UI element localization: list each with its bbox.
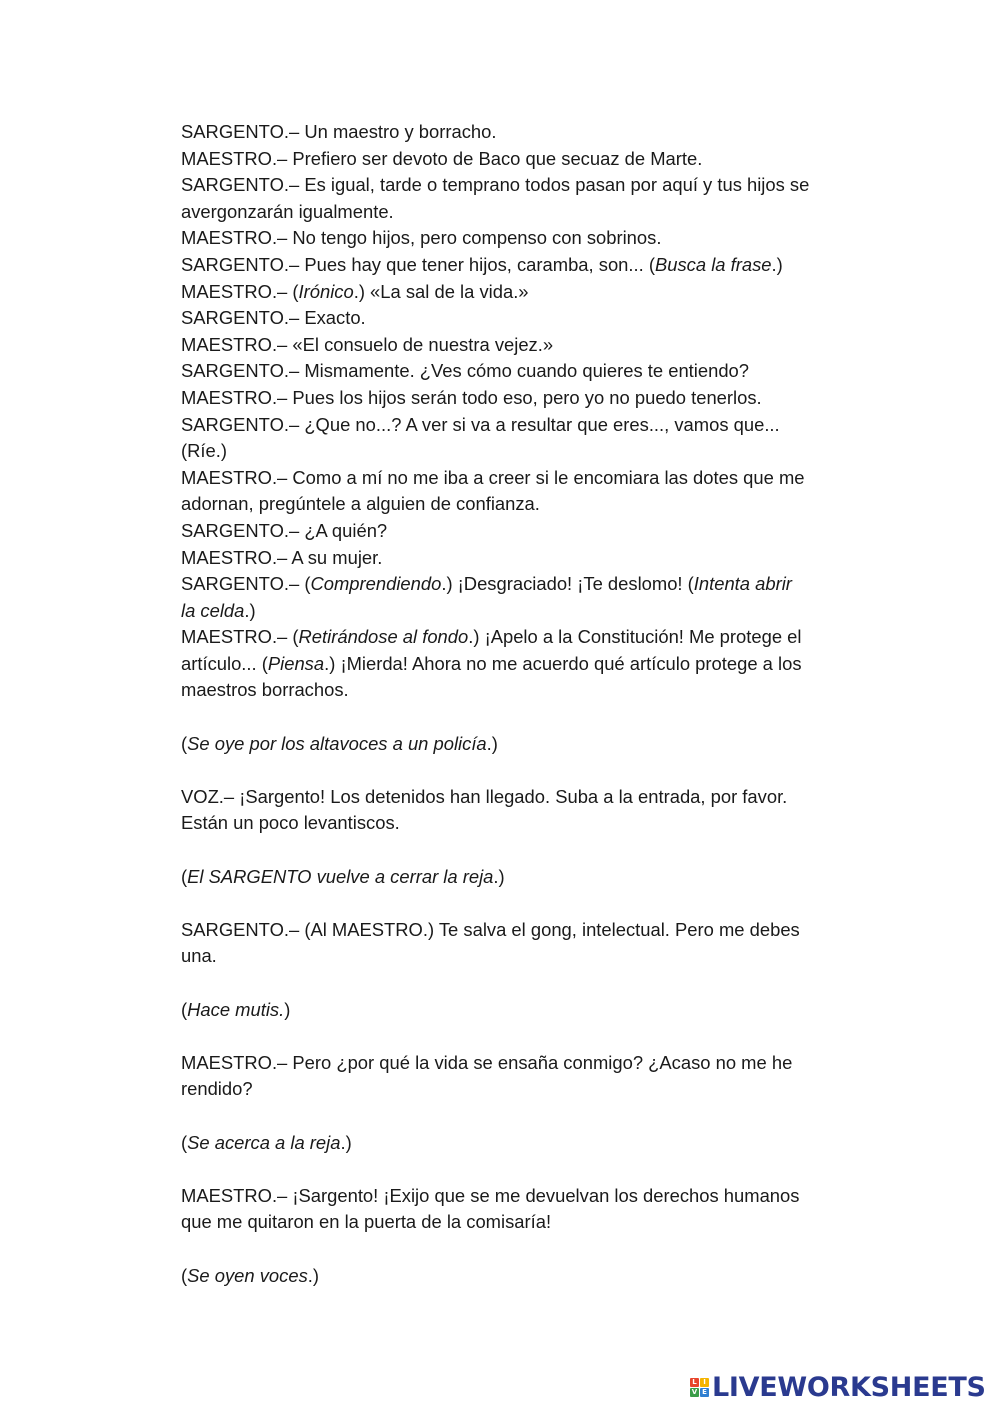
dialogue-line: VOZ.– ¡Sargento! Los detenidos han llegado. Suba a la entrada, por favor. Están un poco levantiscos. bbox=[181, 785, 788, 834]
stage-direction: (Se oye por los altavoces a un policía.) bbox=[181, 732, 498, 754]
dialogue-line: MAESTRO.– (Irónico.) «La sal de la vida.» bbox=[181, 280, 529, 302]
dialogue-line: SARGENTO.– Pues hay que tener hijos, caramba, son... (Busca la frase.) bbox=[181, 253, 783, 275]
dialogue-line: MAESTRO.– (Retirándose al fondo.) ¡Apelo a la Constitución! Me protege el artículo... (Piensa.) ¡Mierda! Ahora no me acuerdo qué artículo protege a los maestros borrachos. bbox=[181, 626, 802, 701]
dialogue-line: MAESTRO.– Pues los hijos serán todo eso, pero yo no puedo tenerlos. bbox=[181, 386, 762, 408]
dialogue-line: MAESTRO.– Prefiero ser devoto de Baco que secuaz de Marte. bbox=[181, 147, 703, 169]
spacer bbox=[181, 890, 877, 917]
stage-direction: (Se oyen voces.) bbox=[181, 1264, 319, 1286]
dialogue-line: MAESTRO.– No tengo hijos, pero compenso con sobrinos. bbox=[181, 227, 662, 249]
stage-direction: (El SARGENTO vuelve a cerrar la reja.) bbox=[181, 865, 505, 887]
spacer bbox=[181, 1103, 877, 1130]
logo-text: LIVEWORKSHEETS bbox=[712, 1371, 986, 1403]
dialogue-line: MAESTRO.– Como a mí no me iba a creer si le encomiara las dotes que me adornan, pregúntele a alguien de confianza. bbox=[181, 466, 805, 515]
spacer bbox=[181, 970, 877, 997]
liveworksheets-mark-icon: L I V E bbox=[690, 1378, 709, 1397]
dialogue-line: MAESTRO.– ¡Sargento! ¡Exijo que se me devuelvan los derechos humanos que me quitaron en la puerta de la comisaría! bbox=[181, 1184, 800, 1233]
spacer bbox=[181, 1156, 877, 1183]
dialogue-line: SARGENTO.– (Al MAESTRO.) Te salva el gong, intelectual. Pero me debes una. bbox=[181, 918, 800, 967]
spacer bbox=[181, 704, 877, 731]
spacer bbox=[181, 837, 877, 864]
stage-direction: (Hace mutis.) bbox=[181, 998, 291, 1020]
dialogue-line: SARGENTO.– Exacto. bbox=[181, 307, 366, 329]
dialogue-line: MAESTRO.– «El consuelo de nuestra vejez.» bbox=[181, 333, 554, 355]
dialogue-line: SARGENTO.– ¿A quién? bbox=[181, 519, 388, 541]
dialogue-line: MAESTRO.– A su mujer. bbox=[181, 546, 383, 568]
spacer bbox=[181, 757, 877, 784]
script-page bbox=[181, 119, 877, 1289]
dialogue-line: SARGENTO.– Un maestro y borracho. bbox=[181, 121, 497, 142]
dialogue-line: SARGENTO.– ¿Que no...? A ver si va a resultar que eres..., vamos que... (Ríe.) bbox=[181, 413, 780, 462]
dialogue-line: MAESTRO.– Pero ¿por qué la vida se ensaña conmigo? ¿Acaso no me he rendido? bbox=[181, 1051, 793, 1100]
dialogue-line: SARGENTO.– (Comprendiendo.) ¡Desgraciado! ¡Te deslomo! (Intenta abrir la celda.) bbox=[181, 573, 792, 621]
liveworksheets-logo[interactable] bbox=[690, 1372, 986, 1402]
dialogue-line: SARGENTO.– Mismamente. ¿Ves cómo cuando quieres te entiendo? bbox=[181, 360, 750, 382]
spacer bbox=[181, 1023, 877, 1050]
dialogue-line: SARGENTO.– Es igual, tarde o temprano todos pasan por aquí y tus hijos se avergonzarán igualmente. bbox=[181, 174, 810, 222]
stage-direction: (Se acerca a la reja.) bbox=[181, 1131, 352, 1153]
spacer bbox=[181, 1236, 877, 1263]
